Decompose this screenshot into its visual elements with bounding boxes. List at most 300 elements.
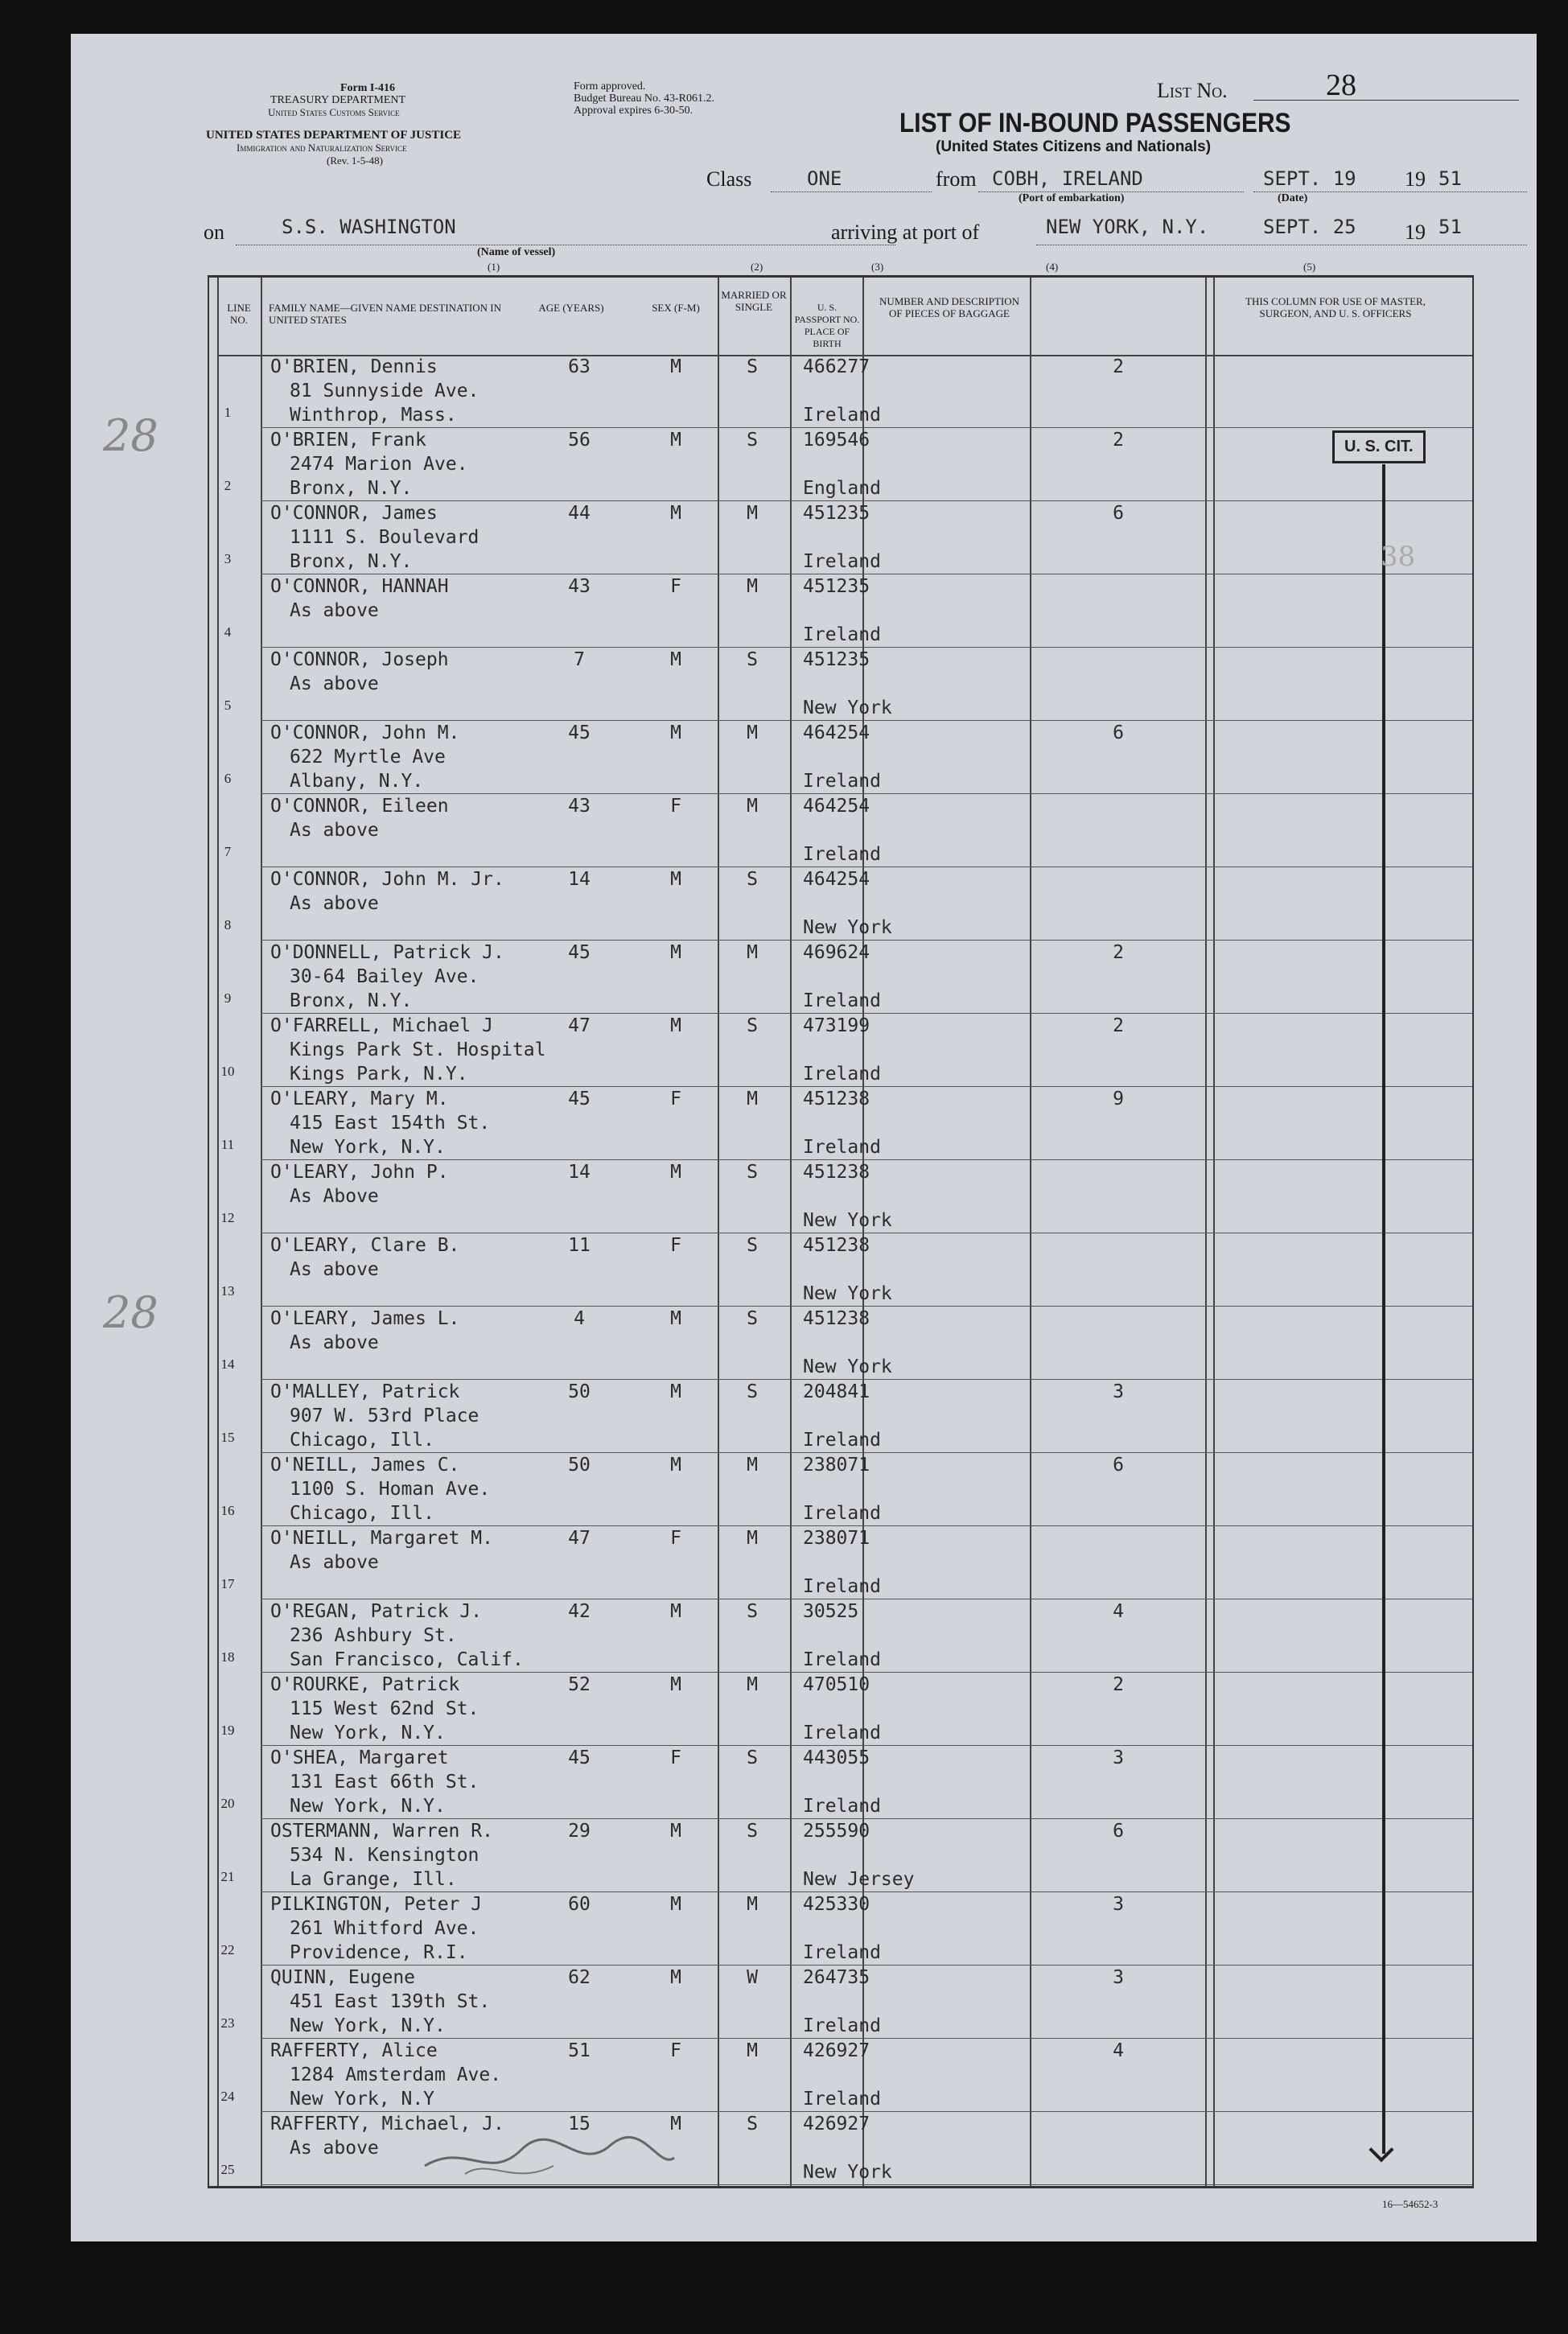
age: 63	[568, 356, 591, 377]
table-row	[209, 1014, 1472, 1087]
port-embark-label: (Port of embarkation)	[1019, 192, 1125, 204]
sex: M	[670, 869, 681, 890]
passenger-name: O'CONNOR, Eileen	[270, 796, 449, 817]
sex: M	[670, 1894, 681, 1915]
header-age: AGE (YEARS)	[538, 302, 604, 314]
marital-status: M	[747, 1455, 758, 1476]
embark-year: 51	[1438, 167, 1462, 190]
baggage-count: 2	[1113, 1674, 1124, 1695]
table-row	[209, 1819, 1472, 1892]
passport-no: 451238	[803, 1235, 870, 1256]
table-row	[209, 1966, 1472, 2039]
sex: M	[670, 1601, 681, 1622]
place-of-birth: New York	[803, 1356, 892, 1377]
destination-line-2: Winthrop, Mass.	[290, 405, 457, 426]
sex: F	[670, 796, 681, 817]
passenger-name: RAFFERTY, Michael, J.	[270, 2114, 504, 2134]
age: 4	[574, 1308, 585, 1329]
sex: F	[670, 2040, 681, 2061]
place-of-birth: New York	[803, 1283, 892, 1304]
ditto-line	[1382, 464, 1385, 2154]
age: 62	[568, 1967, 591, 1988]
destination-line-1: As above	[290, 820, 379, 841]
header-name: FAMILY NAME—GIVEN NAME DESTINATION IN UNITED STATES	[269, 302, 502, 326]
age: 45	[568, 1747, 591, 1768]
class-value: ONE	[807, 167, 842, 190]
marital-status: W	[747, 1967, 758, 1988]
age: 45	[568, 1089, 591, 1109]
destination-line-1: As above	[290, 1332, 379, 1353]
table-row	[209, 941, 1472, 1014]
place-of-birth: Ireland	[803, 551, 881, 572]
baggage-count: 2	[1113, 1015, 1124, 1036]
list-no-value: 28	[1326, 68, 1356, 102]
line-no: 7	[224, 844, 232, 859]
sex: F	[670, 1747, 681, 1768]
table-row	[209, 2039, 1472, 2112]
destination-line-2: New York, N.Y.	[290, 1723, 446, 1743]
destination-line-2: New York, N.Y.	[290, 2015, 446, 2036]
age: 42	[568, 1601, 591, 1622]
destination-line-2: Providence, R.I.	[290, 1942, 468, 1963]
justice-dept: UNITED STATES DEPARTMENT OF JUSTICE	[206, 129, 462, 142]
vessel-label: (Name of vessel)	[477, 246, 556, 258]
passport-no: 238071	[803, 1455, 870, 1476]
passport-no: 470510	[803, 1674, 870, 1695]
destination-line-2: Albany, N.Y.	[290, 771, 424, 792]
passenger-name: O'LEARY, Mary M.	[270, 1089, 449, 1109]
sex: M	[670, 722, 681, 743]
passenger-name: PILKINGTON, Peter J	[270, 1894, 483, 1915]
line-no: 1	[224, 405, 232, 420]
line-no: 11	[220, 1137, 235, 1152]
age: 45	[568, 942, 591, 963]
place-of-birth: Ireland	[803, 1503, 881, 1524]
col-num-2: (2)	[751, 261, 763, 273]
table-row	[209, 2112, 1472, 2185]
table-row	[209, 1892, 1472, 1966]
passenger-name: O'CONNOR, John M. Jr.	[270, 869, 504, 890]
place-of-birth: Ireland	[803, 624, 881, 645]
arrival-year: 51	[1438, 216, 1462, 238]
passport-no: 469624	[803, 942, 870, 963]
marital-status: S	[747, 1308, 758, 1329]
destination-line-1: As above	[290, 2138, 379, 2159]
marital-status: S	[747, 1235, 758, 1256]
sex: M	[670, 942, 681, 963]
marital-status: M	[747, 503, 758, 524]
marital-status: S	[747, 1015, 758, 1036]
place-of-birth: New York	[803, 2162, 892, 2183]
place-of-birth: Ireland	[803, 990, 881, 1011]
age: 51	[568, 2040, 591, 2061]
sex: M	[670, 1162, 681, 1183]
place-of-birth: Ireland	[803, 771, 881, 792]
table-row	[209, 1160, 1472, 1233]
passport-no: 464254	[803, 869, 870, 890]
passenger-name: O'BRIEN, Dennis	[270, 356, 438, 377]
age: 11	[568, 1235, 591, 1256]
marital-status: M	[747, 2040, 758, 2061]
marital-status: M	[747, 1674, 758, 1695]
vessel-name: S.S. WASHINGTON	[282, 216, 456, 238]
table-row	[209, 574, 1472, 648]
baggage-count: 6	[1113, 722, 1124, 743]
marital-status: S	[747, 1162, 758, 1183]
date-label: (Date)	[1278, 192, 1308, 204]
destination-line-2: New York, N.Y.	[290, 1796, 446, 1817]
age: 47	[568, 1015, 591, 1036]
table-row	[209, 721, 1472, 794]
table-row	[209, 794, 1472, 867]
destination-line-1: 415 East 154th St.	[290, 1113, 491, 1134]
sex: M	[670, 1015, 681, 1036]
embark-date: SEPT. 19	[1263, 167, 1356, 190]
place-of-birth: Ireland	[803, 1942, 881, 1963]
destination-line-2: Kings Park, N.Y.	[290, 1064, 468, 1085]
sex: M	[670, 1674, 681, 1695]
line-no: 25	[220, 2162, 235, 2177]
destination-line-2: Bronx, N.Y.	[290, 551, 413, 572]
treasury-dept: TREASURY DEPARTMENT	[270, 94, 406, 106]
marital-status: M	[747, 1089, 758, 1109]
approval-line-3: Approval expires 6-30-50.	[574, 105, 693, 117]
age: 47	[568, 1528, 591, 1549]
destination-line-1: As above	[290, 600, 379, 621]
passport-no: 451238	[803, 1162, 870, 1183]
baggage-count: 2	[1113, 356, 1124, 377]
marital-status: S	[747, 1601, 758, 1622]
destination-line-1: As above	[290, 1259, 379, 1280]
age: 14	[568, 1162, 591, 1183]
place-of-birth: New York	[803, 698, 892, 718]
sex: F	[670, 1235, 681, 1256]
passport-no: 443055	[803, 1747, 870, 1768]
baggage-count: 3	[1113, 1967, 1124, 1988]
passport-no: 473199	[803, 1015, 870, 1036]
line-no: 8	[224, 917, 232, 932]
form-title: LIST OF IN-BOUND PASSENGERS	[899, 108, 1291, 138]
destination-line-1: As above	[290, 673, 379, 694]
marital-status: M	[747, 1528, 758, 1549]
passport-no: 264735	[803, 1967, 870, 1988]
marital-status: S	[747, 1381, 758, 1402]
destination-line-2: Chicago, Ill.	[290, 1430, 435, 1451]
passport-no: 255590	[803, 1821, 870, 1842]
sex: M	[670, 649, 681, 670]
sex: M	[670, 2114, 681, 2134]
list-no-label: List No.	[1157, 79, 1228, 102]
place-of-birth: Ireland	[803, 1649, 881, 1670]
sex: F	[670, 576, 681, 597]
line-no: 16	[220, 1503, 235, 1518]
line-no: 14	[220, 1356, 235, 1372]
form-number: Form I-416	[340, 82, 396, 94]
line-no: 23	[220, 2015, 235, 2031]
marital-status: S	[747, 430, 758, 451]
marital-status: M	[747, 796, 758, 817]
place-of-birth: Ireland	[803, 2089, 881, 2110]
age: 7	[574, 649, 585, 670]
arrival-year-prefix: 19	[1405, 220, 1426, 244]
place-of-birth: Ireland	[803, 1430, 881, 1451]
passport-no: 426927	[803, 2040, 870, 2061]
place-of-birth: Ireland	[803, 1796, 881, 1817]
table-row	[209, 867, 1472, 941]
from-value: COBH, IRELAND	[992, 167, 1143, 190]
passenger-name: O'SHEA, Margaret	[270, 1747, 449, 1768]
baggage-count: 3	[1113, 1894, 1124, 1915]
line-no: 17	[220, 1576, 235, 1591]
line-no: 2	[224, 478, 232, 493]
passport-no: 426927	[803, 2114, 870, 2134]
sex: M	[670, 1381, 681, 1402]
place-of-birth: Ireland	[803, 2015, 881, 2036]
passenger-name: O'CONNOR, HANNAH	[270, 576, 449, 597]
destination-line-1: 2474 Marion Ave.	[290, 454, 468, 475]
baggage-count: 6	[1113, 503, 1124, 524]
marital-status: M	[747, 942, 758, 963]
marital-status: M	[747, 722, 758, 743]
sex: M	[670, 503, 681, 524]
list-no-line	[1253, 100, 1519, 101]
place-of-birth: Ireland	[803, 1723, 881, 1743]
age: 43	[568, 576, 591, 597]
line-no: 6	[224, 771, 232, 786]
baggage-count: 2	[1113, 430, 1124, 451]
age: 50	[568, 1381, 591, 1402]
table-row	[209, 1233, 1472, 1307]
passport-no: 425330	[803, 1894, 870, 1915]
us-citizen-stamp: U. S. CIT.	[1332, 430, 1426, 463]
passenger-name: O'BRIEN, Frank	[270, 430, 426, 451]
destination-line-1: 622 Myrtle Ave	[290, 747, 446, 768]
table-row	[209, 1673, 1472, 1746]
age: 52	[568, 1674, 591, 1695]
footer-code: 16—54652-3	[1382, 2198, 1438, 2210]
line-no: 21	[220, 1869, 235, 1884]
destination-line-1: 1100 S. Homan Ave.	[290, 1479, 491, 1500]
age: 29	[568, 1821, 591, 1842]
marital-status: S	[747, 869, 758, 890]
sex: M	[670, 1455, 681, 1476]
passport-no: 451235	[803, 503, 870, 524]
sex: F	[670, 1528, 681, 1549]
passenger-name: O'NEILL, Margaret M.	[270, 1528, 493, 1549]
arrival-date: SEPT. 25	[1263, 216, 1356, 238]
destination-line-1: 30-64 Bailey Ave.	[290, 966, 479, 987]
destination-line-1: 261 Whitford Ave.	[290, 1918, 479, 1939]
baggage-count: 9	[1113, 1089, 1124, 1109]
passport-no: 451235	[803, 576, 870, 597]
arrival-port: NEW YORK, N.Y.	[1046, 216, 1209, 238]
passenger-name: O'CONNOR, John M.	[270, 722, 460, 743]
passenger-name: O'CONNOR, James	[270, 503, 438, 524]
col-num-5: (5)	[1303, 261, 1316, 273]
header-officers: THIS COLUMN FOR USE OF MASTER, SURGEON, AND U. S. OFFICERS	[1245, 295, 1426, 319]
destination-line-1: Kings Park St. Hospital	[290, 1039, 546, 1060]
destination-line-1: As Above	[290, 1186, 379, 1207]
destination-line-1: 81 Sunnyside Ave.	[290, 381, 479, 401]
destination-line-1: As above	[290, 893, 379, 914]
passenger-name: O'DONNELL, Patrick J.	[270, 942, 504, 963]
passport-no: 464254	[803, 722, 870, 743]
col-num-4: (4)	[1046, 261, 1059, 273]
passport-no: 204841	[803, 1381, 870, 1402]
baggage-count: 3	[1113, 1381, 1124, 1402]
destination-line-2: New York, N.Y.	[290, 1137, 446, 1158]
margin-note: 38	[1381, 541, 1416, 573]
destination-line-1: As above	[290, 1552, 379, 1573]
table-row	[209, 1526, 1472, 1599]
age: 15	[568, 2114, 591, 2134]
destination-line-2: New York, N.Y	[290, 2089, 435, 2110]
destination-line-1: 907 W. 53rd Place	[290, 1406, 479, 1426]
immigration-service: Immigration and Naturalization Service	[237, 142, 407, 154]
passport-no: 466277	[803, 356, 870, 377]
table-row	[209, 1087, 1472, 1160]
line-no: 5	[224, 698, 232, 713]
age: 56	[568, 430, 591, 451]
place-of-birth: New York	[803, 917, 892, 938]
passport-no: 464254	[803, 796, 870, 817]
passenger-name: QUINN, Eugene	[270, 1967, 416, 1988]
line-no: 19	[220, 1723, 235, 1738]
place-of-birth: Ireland	[803, 1137, 881, 1158]
line-no: 10	[220, 1064, 235, 1079]
place-of-birth: Ireland	[803, 1576, 881, 1597]
margin-note: 28	[103, 410, 158, 461]
sex: M	[670, 356, 681, 377]
on-label: on	[204, 220, 224, 244]
marital-status: S	[747, 1821, 758, 1842]
marital-status: S	[747, 1747, 758, 1768]
destination-line-1: 1111 S. Boulevard	[290, 527, 479, 548]
place-of-birth: New York	[803, 1210, 892, 1231]
place-of-birth: Ireland	[803, 405, 881, 426]
table-row	[209, 648, 1472, 721]
manifest-sheet	[71, 34, 1537, 2241]
marital-status: S	[747, 649, 758, 670]
passenger-rows	[209, 355, 1472, 2186]
margin-note: 28	[103, 1287, 158, 1338]
line-no: 12	[220, 1210, 235, 1225]
place-of-birth: New Jersey	[803, 1869, 915, 1890]
class-line	[771, 191, 932, 192]
age: 60	[568, 1894, 591, 1915]
table-row	[209, 1453, 1472, 1526]
destination-line-2: Chicago, Ill.	[290, 1503, 435, 1524]
table-row	[209, 355, 1472, 428]
marital-status: S	[747, 2114, 758, 2134]
destination-line-1: 451 East 139th St.	[290, 1991, 491, 2012]
line-no: 20	[220, 1796, 235, 1811]
passenger-name: O'FARRELL, Michael J	[270, 1015, 493, 1036]
class-label: Class	[706, 167, 752, 191]
age: 44	[568, 503, 591, 524]
marital-status: M	[747, 1894, 758, 1915]
line-no: 4	[224, 624, 232, 640]
destination-line-2: La Grange, Ill.	[290, 1869, 457, 1890]
passenger-name: O'MALLEY, Patrick	[270, 1381, 460, 1402]
baggage-count: 2	[1113, 942, 1124, 963]
destination-line-1: 131 East 66th St.	[290, 1772, 479, 1793]
destination-line-2: San Francisco, Calif.	[290, 1649, 524, 1670]
passenger-name: RAFFERTY, Alice	[270, 2040, 438, 2061]
form-revision: (Rev. 1-5-48)	[327, 154, 383, 167]
baggage-count: 4	[1113, 1601, 1124, 1622]
destination-line-2: Bronx, N.Y.	[290, 990, 413, 1011]
baggage-count: 6	[1113, 1455, 1124, 1476]
header-passport: U. S. PASSPORT NO. PLACE OF BIRTH	[794, 302, 860, 349]
customs-service: United States Customs Service	[268, 106, 400, 118]
line-no: 9	[224, 990, 232, 1006]
from-label: from	[936, 167, 977, 191]
form-subtitle: (United States Citizens and Nationals)	[936, 138, 1212, 155]
passenger-table	[208, 275, 1474, 2188]
sex: M	[670, 430, 681, 451]
passenger-name: O'LEARY, John P.	[270, 1162, 449, 1183]
passport-no: 30525	[803, 1601, 859, 1622]
table-row	[209, 1307, 1472, 1380]
destination-line-2: Bronx, N.Y.	[290, 478, 413, 499]
passenger-name: O'NEILL, James C.	[270, 1455, 460, 1476]
marital-status: M	[747, 576, 758, 597]
baggage-count: 4	[1113, 2040, 1124, 2061]
sex: M	[670, 1308, 681, 1329]
sex: M	[670, 1967, 681, 1988]
place-of-birth: Ireland	[803, 1064, 881, 1085]
place-of-birth: Ireland	[803, 844, 881, 865]
approval-line-1: Form approved.	[574, 80, 646, 93]
age: 14	[568, 869, 591, 890]
line-no: 13	[220, 1283, 235, 1299]
passport-no: 451238	[803, 1089, 870, 1109]
passport-no: 169546	[803, 430, 870, 451]
sex: F	[670, 1089, 681, 1109]
line-no: 22	[220, 1942, 235, 1957]
marital-status: S	[747, 356, 758, 377]
vessel-col-num: (1)	[488, 261, 500, 273]
header-line-no: LINE NO.	[227, 302, 251, 326]
col-num-3: (3)	[871, 261, 884, 273]
table-row	[209, 428, 1472, 501]
embark-year-prefix: 19	[1405, 167, 1426, 191]
place-of-birth: England	[803, 478, 881, 499]
approval-line-2: Budget Bureau No. 43-R061.2.	[574, 93, 714, 105]
passenger-name: O'LEARY, James L.	[270, 1308, 460, 1329]
destination-line-1: 115 West 62nd St.	[290, 1698, 479, 1719]
age: 43	[568, 796, 591, 817]
passenger-name: O'ROURKE, Patrick	[270, 1674, 460, 1695]
table-row	[209, 1746, 1472, 1819]
table-row	[209, 1599, 1472, 1673]
header-baggage: NUMBER AND DESCRIPTION OF PIECES OF BAGGAGE	[879, 295, 1020, 319]
passenger-name: OSTERMANN, Warren R.	[270, 1821, 493, 1842]
passenger-name: O'LEARY, Clare B.	[270, 1235, 460, 1256]
line-no: 18	[220, 1649, 235, 1665]
destination-line-1: 1284 Amsterdam Ave.	[290, 2064, 502, 2085]
header-married: MARRIED OR SINGLE	[721, 289, 787, 313]
destination-line-1: 236 Ashbury St.	[290, 1625, 457, 1646]
line-no: 15	[220, 1430, 235, 1445]
table-row	[209, 1380, 1472, 1453]
header-sex: SEX (F-M)	[652, 302, 700, 314]
line-no: 24	[220, 2089, 235, 2104]
passport-no: 451235	[803, 649, 870, 670]
table-row	[209, 501, 1472, 574]
age: 50	[568, 1455, 591, 1476]
